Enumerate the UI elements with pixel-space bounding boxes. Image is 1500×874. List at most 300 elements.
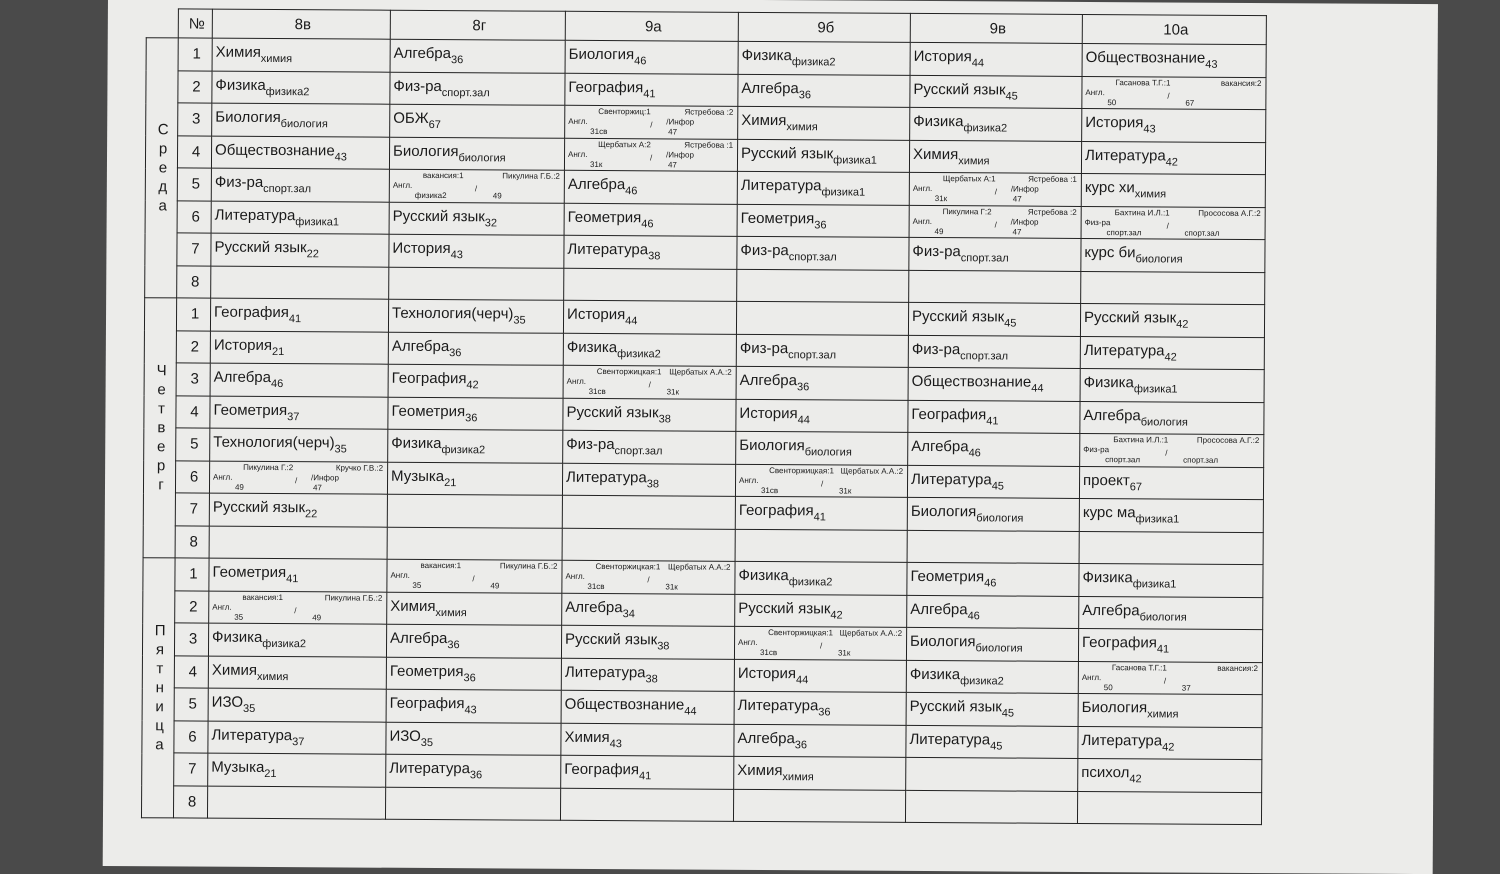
room: 43 — [609, 737, 622, 750]
lesson-cell — [906, 757, 1078, 791]
room: 44 — [971, 57, 985, 70]
room: 45 — [990, 740, 1003, 753]
room: 45 — [1001, 707, 1015, 720]
subject — [739, 437, 852, 459]
lesson-cell — [910, 75, 1082, 109]
room: 41 — [643, 88, 656, 101]
lesson-cell — [909, 172, 1081, 206]
teacher-2: Щербатых А.А.:2 — [840, 466, 904, 476]
day-letter: н — [155, 679, 164, 697]
subject-name: Геометрия — [389, 662, 464, 680]
day-letter: П — [154, 622, 166, 640]
subject-name: Обществознание — [911, 373, 1032, 391]
subject — [214, 206, 340, 229]
subject — [389, 694, 477, 717]
lesson-cell — [1082, 43, 1266, 77]
subject-name: ИЗО — [211, 693, 244, 712]
lesson-cell — [734, 659, 906, 693]
split-group-lesson — [565, 561, 734, 593]
lesson-number: 5 — [174, 688, 208, 721]
lesson-cell — [211, 201, 389, 235]
subject — [738, 567, 833, 589]
teacher-2: Пикулина Г.Б.:2 — [502, 171, 560, 182]
room: 43 — [464, 704, 477, 717]
lesson-number: 7 — [177, 233, 211, 266]
room: 36 — [449, 346, 462, 359]
lesson-cell — [389, 267, 564, 301]
lesson-cell — [560, 788, 733, 822]
room-2: 49 — [312, 613, 322, 623]
teacher-2: Ястребова :2 — [1027, 207, 1077, 217]
teacher-2: вакансия:2 — [1217, 663, 1258, 673]
subject — [211, 726, 305, 748]
subject-name: Литература — [389, 759, 471, 778]
room: физика2 — [960, 674, 1004, 688]
subject-name: География — [389, 694, 465, 713]
room: 36 — [450, 54, 464, 67]
teacher-2: Прососова А.Г.:2 — [1198, 208, 1261, 218]
subject-name: Биология — [215, 108, 281, 127]
day-letter: С — [157, 121, 169, 139]
lesson-cell — [907, 562, 1079, 596]
subject — [1082, 569, 1177, 591]
day-letter: а — [158, 197, 167, 215]
subject — [741, 112, 818, 134]
room: спорт.зал — [441, 86, 490, 100]
teacher-1: вакансия:1 — [242, 592, 283, 602]
subject — [215, 141, 347, 164]
subject-name: психол — [1081, 764, 1130, 782]
lesson-cell — [1079, 563, 1263, 597]
room-1: спорт.зал — [1106, 227, 1142, 238]
room: физика1 — [821, 186, 866, 199]
lesson-cell — [565, 105, 738, 139]
subject — [567, 241, 661, 263]
room: 42 — [1176, 318, 1189, 331]
lesson-cell — [389, 234, 564, 268]
lesson-cell — [210, 298, 388, 332]
room: химия — [1147, 708, 1179, 721]
subject — [739, 372, 810, 394]
subject-name: Физ-ра — [912, 243, 961, 261]
split-group-lesson — [212, 591, 386, 623]
subject-name: Алгебра — [910, 600, 968, 619]
lesson-cell — [386, 657, 561, 691]
subject-name: История — [737, 664, 797, 682]
lesson-cell — [906, 627, 1078, 661]
subject — [564, 761, 652, 783]
subject-name: Литература — [1083, 341, 1165, 360]
lesson-cell — [737, 269, 909, 303]
subject — [1083, 374, 1178, 396]
room-1: 50 — [1107, 97, 1117, 107]
subject-name: Химия — [390, 597, 436, 615]
room: 44 — [625, 315, 638, 328]
lesson-cell — [1079, 498, 1263, 532]
subject-a: Англ. — [738, 638, 758, 648]
subject — [568, 78, 656, 101]
subject-name: Физика — [738, 567, 789, 585]
lesson-cell — [1080, 401, 1264, 435]
slash-divider: / — [647, 575, 650, 585]
room: 42 — [466, 379, 479, 392]
subject — [912, 308, 1017, 330]
subject — [911, 405, 999, 428]
room: 35 — [334, 443, 347, 456]
subject — [909, 665, 1004, 688]
day-letter: Ч — [156, 362, 167, 380]
room-2: 47 — [668, 127, 678, 137]
subject-name: Обществознание — [1085, 49, 1206, 67]
lesson-cell — [908, 432, 1080, 466]
teacher-2: Щербатых А.А.:2 — [839, 628, 903, 639]
subject-name: География — [214, 303, 289, 322]
subject — [391, 369, 479, 392]
subject — [567, 176, 638, 198]
room: химия — [958, 154, 990, 168]
subject — [564, 663, 658, 686]
room: 44 — [797, 413, 810, 427]
room: 46 — [984, 577, 997, 590]
lesson-cell — [906, 692, 1078, 726]
day-letter: а — [155, 736, 164, 754]
lesson-cell — [737, 171, 909, 205]
teacher-1: Щербатых А:1 — [942, 174, 996, 184]
lesson-cell — [1078, 758, 1262, 792]
room: 22 — [306, 248, 319, 261]
subject-name: География — [738, 502, 814, 520]
subject — [211, 661, 289, 683]
room: 45 — [1004, 317, 1017, 330]
subject — [910, 633, 1023, 655]
subject — [214, 303, 302, 326]
lesson-cell — [1080, 336, 1264, 370]
room: 44 — [684, 705, 697, 718]
day-letter: т — [156, 660, 164, 678]
room-1: 31св — [759, 648, 778, 658]
subject-name: История — [739, 404, 798, 422]
room-2: 47 — [667, 160, 677, 170]
lesson-cell — [735, 529, 907, 563]
lesson-cell — [1079, 596, 1263, 630]
lesson-cell — [388, 429, 563, 463]
lesson-cell — [563, 398, 736, 432]
subject-a: Физ-ра — [1084, 217, 1111, 227]
subject — [1084, 244, 1183, 266]
lesson-cell — [1080, 303, 1264, 337]
subject — [566, 436, 663, 458]
subject-a: Англ. — [390, 570, 410, 581]
subject-b: /Инфор — [311, 472, 339, 483]
lesson-cell — [908, 335, 1080, 369]
room: 44 — [795, 673, 809, 687]
room-1: 49 — [934, 226, 944, 236]
day-letter: д — [158, 178, 168, 196]
subject — [393, 44, 464, 67]
subject — [566, 338, 661, 361]
subject — [1081, 699, 1179, 721]
subject — [392, 239, 463, 262]
subject — [564, 696, 697, 718]
split-group-lesson — [393, 170, 564, 202]
room: 41 — [986, 415, 999, 428]
lesson-number: 1 — [176, 298, 210, 331]
lesson-cell — [733, 789, 905, 823]
lesson-number: 6 — [175, 460, 209, 493]
room-2: 49 — [492, 191, 502, 201]
subject — [213, 368, 284, 391]
subject — [212, 498, 318, 521]
lesson-cell — [1081, 271, 1265, 305]
room: биология — [975, 642, 1023, 655]
header-class: 8г — [390, 10, 565, 40]
subject — [737, 762, 814, 784]
subject-name: Физика — [741, 47, 792, 65]
room: 38 — [657, 640, 670, 653]
subject-name: Обществознание — [564, 696, 685, 714]
subject-name: Алгебра — [911, 438, 969, 456]
split-group-lesson — [739, 465, 907, 497]
room: физика1 — [1133, 383, 1178, 396]
subject-name: Русский язык — [741, 144, 834, 163]
subject-name: Физика — [215, 76, 266, 94]
subject-name: Физ-ра — [566, 436, 615, 454]
lesson-cell — [387, 494, 562, 528]
subject — [214, 238, 319, 261]
subject — [909, 698, 1015, 720]
subject-name: Химия — [912, 145, 959, 163]
lesson-cell — [735, 496, 907, 530]
subject-b: /Инфор — [666, 117, 695, 127]
lesson-number: 2 — [178, 70, 212, 103]
day-letter: р — [156, 457, 166, 475]
subject-name: курс хи — [1084, 179, 1135, 197]
lesson-cell — [736, 366, 908, 400]
lesson-cell — [563, 333, 736, 367]
subject-name: Русский язык — [913, 80, 1006, 99]
lesson-cell — [387, 592, 562, 626]
lesson-cell — [1081, 141, 1265, 175]
lesson-cell — [561, 755, 734, 789]
lesson-cell — [910, 107, 1082, 141]
lesson-cell — [209, 558, 387, 592]
room: физика2 — [265, 85, 310, 98]
slash-divider: / — [820, 641, 823, 651]
subject — [741, 144, 877, 167]
subject-a: Англ. — [1085, 87, 1105, 97]
header-class: 9а — [565, 11, 738, 41]
subject — [741, 79, 812, 102]
header-class: 8в — [212, 9, 390, 39]
lesson-cell — [385, 787, 560, 821]
subject-name: Геометрия — [212, 563, 287, 582]
split-group-lesson — [1083, 434, 1263, 466]
split-group-lesson — [1082, 662, 1262, 694]
teacher-2: Щербатых А.А.:2 — [669, 367, 732, 378]
lesson-cell — [738, 41, 910, 75]
lesson-number: 8 — [177, 265, 211, 298]
room: 41 — [286, 573, 299, 586]
lesson-number: 4 — [174, 655, 208, 688]
teacher-2: Пикулина Г.Б.:2 — [499, 561, 558, 572]
subject-name: Биология — [1081, 699, 1148, 717]
subject-name: География — [568, 78, 644, 97]
subject — [741, 47, 836, 69]
teacher-2: вакансия:2 — [1220, 78, 1262, 88]
lesson-cell — [209, 526, 387, 560]
lesson-number: 3 — [174, 623, 208, 656]
subject-name: Алгебра — [565, 598, 623, 616]
lesson-cell — [565, 40, 738, 74]
subject — [912, 243, 1009, 265]
day-letter: я — [155, 641, 165, 659]
subject-a: Англ. — [739, 475, 759, 485]
lesson-cell — [734, 691, 906, 725]
day-letter: р — [158, 140, 168, 158]
room: 45 — [991, 480, 1004, 493]
subject — [389, 662, 476, 685]
subject-name: Физика — [909, 665, 961, 683]
teacher-1: Гасанова Т.Г.:1 — [1115, 77, 1171, 88]
subject — [568, 46, 647, 68]
subject-name: География — [391, 369, 467, 388]
slash-divider: / — [821, 479, 824, 489]
lesson-cell — [1078, 661, 1262, 695]
subject — [213, 401, 300, 423]
split-group-lesson — [1085, 77, 1265, 109]
room: физика1 — [1135, 513, 1180, 526]
subject — [1085, 114, 1156, 136]
day-label — [141, 558, 175, 818]
room: спорт.зал — [263, 183, 312, 196]
lesson-number: 4 — [177, 135, 211, 168]
split-group-lesson — [213, 461, 387, 493]
room-1: физика2 — [414, 191, 447, 201]
header-class: 10а — [1082, 14, 1266, 44]
lesson-cell — [1082, 76, 1266, 110]
subject — [912, 145, 990, 168]
teacher-1: Свенторжицкая:1 — [768, 628, 833, 638]
teacher-1: Гасанова Т.Г.:1 — [1111, 662, 1167, 673]
subject — [739, 339, 837, 362]
schedule-sheet — [103, 0, 1438, 874]
header-class: 9в — [910, 13, 1082, 43]
lesson-cell — [735, 561, 907, 595]
lesson-cell — [386, 689, 561, 723]
teacher-2: Ястребова :1 — [684, 140, 734, 150]
lesson-cell — [562, 528, 735, 562]
subject — [1083, 471, 1143, 494]
subject-name: курс би — [1084, 244, 1136, 262]
lesson-cell — [1079, 466, 1263, 500]
subject-name: Литература — [740, 177, 822, 195]
lesson-cell — [736, 431, 908, 465]
teacher-2: Щербатых А.А.:2 — [667, 562, 731, 573]
subject-name: История — [1085, 114, 1144, 132]
room: 42 — [1164, 351, 1177, 364]
subject-name: ИЗО — [389, 727, 421, 745]
lesson-cell — [907, 595, 1079, 629]
subject-name: Русский язык — [565, 631, 658, 649]
slash-divider: / — [650, 120, 653, 130]
subject-name: Алгебра — [739, 372, 798, 390]
subject-name: География — [1082, 634, 1157, 652]
lesson-cell — [564, 268, 737, 302]
subject-name: Алгебра — [393, 44, 452, 63]
subject — [390, 597, 467, 619]
subject — [1085, 49, 1218, 72]
subject-name: Музыка — [211, 758, 265, 777]
room: химия — [260, 53, 293, 66]
room: спорт.зал — [788, 348, 837, 362]
room: 42 — [1162, 741, 1175, 754]
lesson-cell — [211, 233, 389, 267]
room: 36 — [814, 219, 827, 232]
subject-a: Англ. — [568, 149, 588, 159]
lesson-cell — [386, 722, 561, 756]
subject-name: Биология — [568, 46, 635, 64]
lesson-cell — [561, 690, 734, 724]
lesson-cell — [1078, 693, 1262, 727]
lesson-cell — [908, 367, 1080, 401]
subject — [738, 599, 843, 622]
lesson-cell — [737, 204, 909, 238]
room: 43 — [1205, 58, 1218, 72]
subject-name: Литература — [911, 470, 992, 489]
room-2: 47 — [1012, 227, 1022, 237]
header-num: № — [178, 9, 212, 38]
subject-name: Химия — [564, 728, 610, 746]
subject — [913, 80, 1018, 103]
subject-name: Литература — [909, 730, 991, 749]
subject-a: Англ. — [912, 184, 933, 194]
subject-name: Физ-ра — [393, 77, 442, 95]
room: 41 — [288, 313, 302, 326]
room: 21 — [444, 476, 457, 489]
lesson-cell — [910, 42, 1082, 76]
room: физика2 — [788, 576, 833, 589]
subject — [565, 598, 635, 620]
room-2: 31к — [838, 486, 852, 496]
subject — [911, 373, 1044, 395]
subject — [390, 629, 460, 652]
lesson-cell — [388, 364, 563, 398]
lesson-cell — [1079, 531, 1263, 565]
lesson-cell — [387, 462, 562, 496]
lesson-cell — [210, 396, 388, 430]
subject-name: Технология(черч) — [213, 433, 335, 452]
subject — [215, 76, 310, 98]
room: физика2 — [963, 122, 1008, 135]
day-letter: ц — [155, 717, 164, 735]
subject-name: География — [564, 761, 640, 779]
subject-name: Геометрия — [740, 209, 815, 228]
subject — [389, 759, 483, 782]
lesson-cell — [738, 106, 910, 140]
lesson-cell — [738, 74, 910, 108]
subject — [737, 729, 808, 752]
subject — [1082, 601, 1187, 624]
subject — [1082, 634, 1170, 656]
lesson-cell — [735, 464, 907, 498]
lesson-cell — [386, 624, 561, 658]
room: физика2 — [617, 347, 661, 361]
subject — [1084, 179, 1167, 201]
subject-name: Литература — [1084, 146, 1166, 165]
room: биология — [1140, 416, 1188, 429]
lesson-cell — [906, 660, 1078, 694]
subject-name: Физика — [566, 338, 618, 356]
